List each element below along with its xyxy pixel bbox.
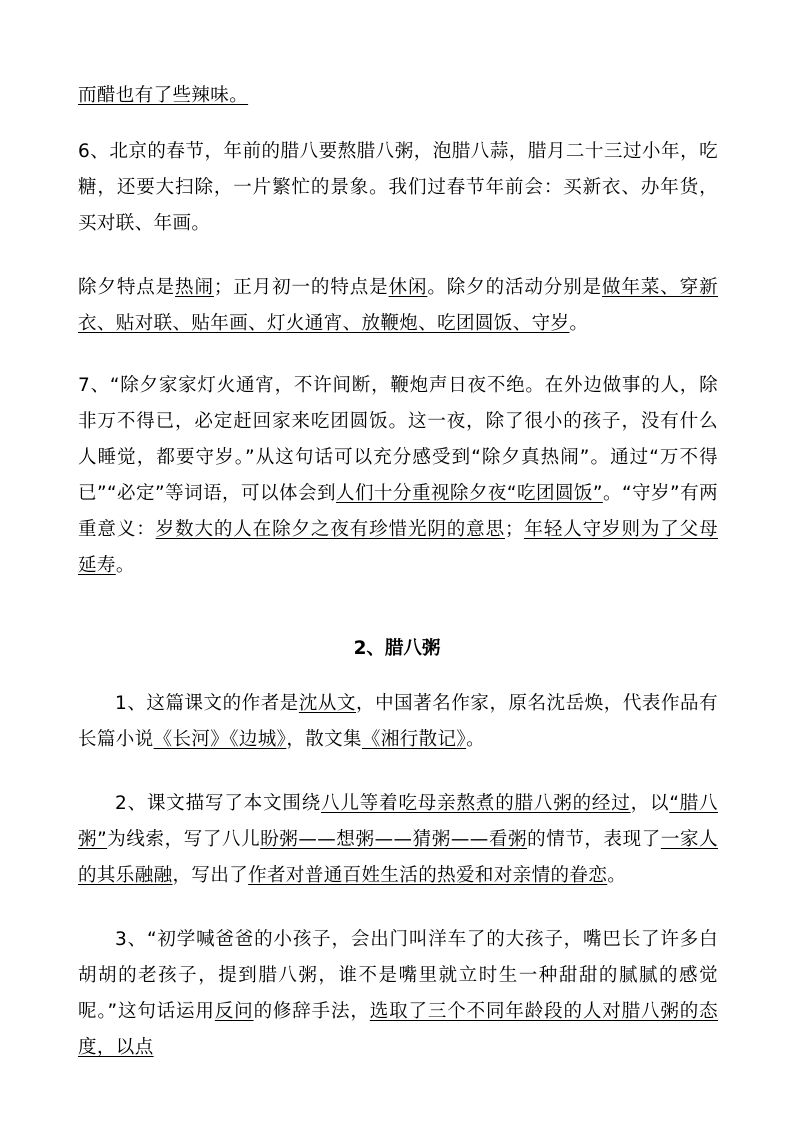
paragraph-text: 的修辞手法， xyxy=(253,1001,370,1022)
paragraph-text: 为线索，写了八儿 xyxy=(107,829,261,850)
paragraph-text: 7、“除夕家家灯火通宵，不许间断，鞭炮声日夜不绝。在外边做事的人，除非万不得已，必定赶回家来吃团圆饭。这一夜，除了很小的孩子，没有什么人睡觉，都要守岁。”从这句话可以充分感受到“除夕真热闹”。通过“万不得已”“必定”等词语，可以体会到 xyxy=(78,375,718,504)
paragraph-text: 3、“初学喊爸爸的小孩子，会出门叫洋车了的大孩子，嘴巴长了许多白胡胡的老孩子，提到腊八粥，谁不是嘴里就立时生一种甜甜的腻腻的感觉呢。”这句话运用 xyxy=(78,929,718,1022)
underlined-answer: 作者对普通百姓生活的热爱和对亲情的眷恋 xyxy=(248,865,608,886)
paragraph-chuxi-features xyxy=(78,270,718,342)
paragraph-text: 。 xyxy=(569,313,589,334)
underlined-answer: 热闹 xyxy=(175,277,214,298)
underlined-answer: 做年菜、穿新衣、贴对联、贴年画、灯火通宵、放鞭炮、吃团圆饭、守岁 xyxy=(78,277,718,334)
paragraph-text: 。 xyxy=(466,729,485,750)
paragraph-text: 6、北京的春节，年前的腊八要熬腊八粥，泡腊八蒜，腊月二十三过小年，吃糖，还要大扫除，一片繁忙的景象。我们过春节年前会：买新衣、办年货，买对联、年画。 xyxy=(78,141,718,234)
underlined-answer: 年轻人守岁则为了父母延寿 xyxy=(78,519,718,576)
underlined-answer: 选取了三个不同年龄段的人对腊八粥的态度，以点 xyxy=(78,1001,718,1058)
underlined-answer: 一家人的其乐融融 xyxy=(78,829,718,886)
section-heading: 2、腊八粥 xyxy=(353,638,441,659)
underlined-answer: 《长河》《边城》 xyxy=(153,729,287,750)
question-1 xyxy=(78,686,718,758)
paragraph-text: 2、课文描写了本文围绕 xyxy=(115,793,322,814)
question-2 xyxy=(78,786,718,894)
paragraph-text: 的情节，表现了 xyxy=(527,829,661,850)
paragraph-text: 。“守岁”有两重意义： xyxy=(78,483,718,540)
underlined-answer: 沈从文 xyxy=(298,693,357,714)
paragraph-item-7 xyxy=(78,368,718,584)
paragraph-item-6 xyxy=(78,134,718,242)
underlined-answer: 休闲 xyxy=(388,277,428,298)
paragraph-text: ，中国著名作家，原名沈岳焕，代表作品有长篇小说 xyxy=(78,693,718,750)
underlined-answer: 人们十分重视除夕夜“吃团圆饭” xyxy=(336,483,603,504)
paragraph-text: 。除夕的活动分别是 xyxy=(427,277,603,298)
question-3 xyxy=(78,922,718,1066)
underlined-answer: 反问 xyxy=(214,1001,254,1022)
underlined-answer: 盼粥——想粥——猜粥——看粥 xyxy=(260,829,528,850)
paragraph-text: ，散文集 xyxy=(286,729,362,750)
paragraph-text: 。 xyxy=(607,865,627,886)
underlined-answer: 《湘行散记》 xyxy=(361,729,467,750)
paragraph-text: ；正月初一的特点是 xyxy=(213,277,389,298)
paragraph-text: ，以 xyxy=(630,793,670,814)
underlined-answer: 八儿等着吃母亲熬煮的腊八粥的经过 xyxy=(321,793,631,814)
paragraph-text: ； xyxy=(505,519,524,540)
underlined-answer: “腊八粥” xyxy=(78,793,718,850)
paragraph-text: 1、这篇课文的作者是 xyxy=(115,693,299,714)
paragraph-continuation xyxy=(78,78,718,114)
underlined-answer: 岁数大的人在除夕之夜有珍惜光阴的意思 xyxy=(155,519,505,540)
paragraph-text: 。 xyxy=(115,555,135,576)
paragraph-text: 除夕特点是 xyxy=(78,277,176,298)
paragraph-text: ，写出了 xyxy=(172,865,249,886)
underlined-answer: 而醋也有了些辣味。 xyxy=(78,85,249,106)
